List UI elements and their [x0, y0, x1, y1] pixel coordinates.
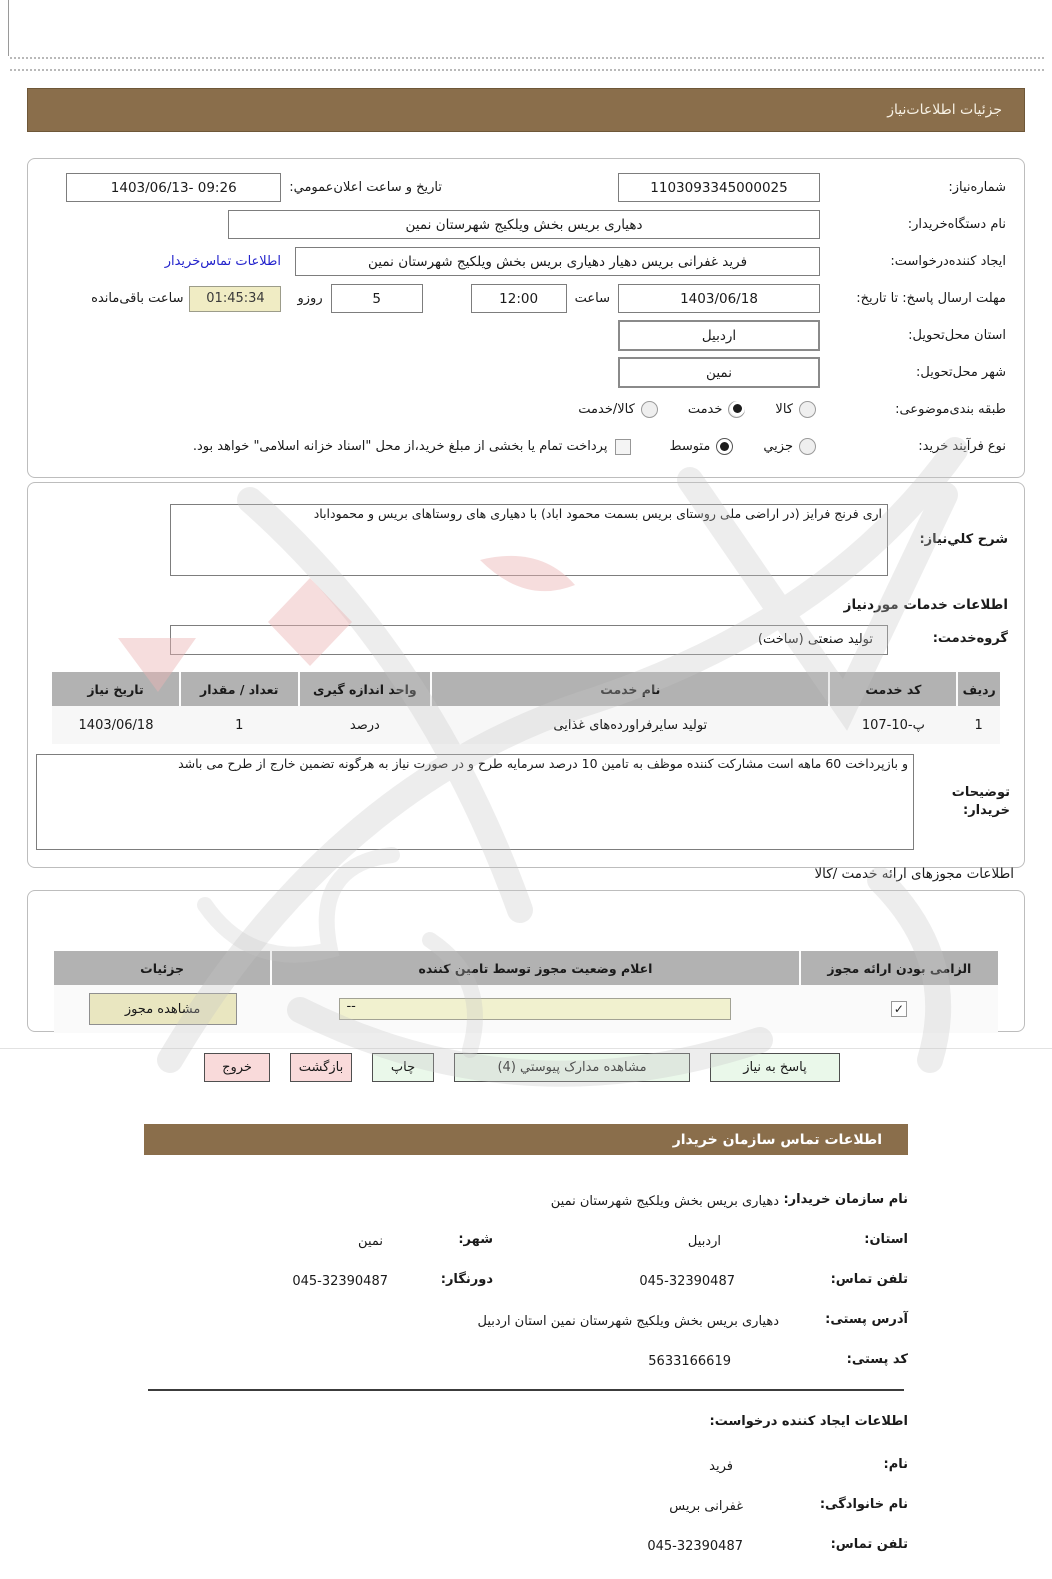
classification-label: طبقه بندی‌موضوعی: [895, 401, 1006, 417]
deadline-days-input[interactable]: 5 [331, 284, 423, 313]
radio-service-label: خدمت [687, 402, 723, 417]
creator-name-row [144, 1457, 908, 1481]
buyer-notes-textarea[interactable]: و بازپرداخت 60 ماهه است مشارکت کننده موظف به تامین 10 درصد سرمایه طرح و در صورت نیاز به هرگونه تضمین خارج از طرح می باشد [36, 754, 914, 850]
announce-datetime-input[interactable]: 1403/06/13- 09:26 [66, 173, 281, 202]
services-panel [27, 482, 1025, 868]
org-contact-block [144, 1192, 908, 1392]
page-title: جزئیات اطلاعات‌نیاز [887, 102, 1002, 118]
permit-status-header: اعلام وضعیت مجوز توسط تامین کننده [271, 951, 800, 985]
radio-goods[interactable] [799, 401, 816, 418]
view-attachments-button[interactable]: مشاهده مدارک پیوستي (4) [454, 1053, 690, 1082]
top-left-rule [8, 0, 9, 56]
need-number-input[interactable]: 1103093345000025 [618, 173, 820, 202]
delivery-city-row [36, 354, 1016, 391]
dotted-separator [10, 69, 1044, 71]
services-heading: اطلاعات خدمات موردنیاز [843, 597, 1008, 613]
check-icon: ✓ [893, 1002, 904, 1016]
permits-header-row [54, 951, 998, 985]
col-qty-header: تعداد / مقدار [180, 672, 299, 706]
treasury-payment-note: پرداخت تمام یا بخشی از مبلغ خرید،از محل "اسناد خزانه اسلامی" خواهد بود. [192, 439, 608, 454]
permit-details-cell [54, 985, 271, 1033]
permits-table [54, 951, 998, 1033]
creator-phone-label: تلفن تماس: [830, 1537, 908, 1552]
service-group-input[interactable]: تولید صنعتی (ساخت) [170, 625, 888, 655]
permit-status-input[interactable]: -- [339, 998, 731, 1020]
postal-code-label: کد پستی: [846, 1352, 908, 1367]
print-button[interactable]: چاپ [372, 1053, 434, 1082]
section-divider [148, 1389, 904, 1391]
buyer-notes-label: توضیحات خریدار: [951, 784, 1010, 818]
org-name-value: دهیاری بریس بخش ویلکیج شهرستان نمین [550, 1194, 779, 1209]
permit-required-cell [800, 985, 998, 1033]
deadline-row [36, 280, 1016, 317]
creator-family-label: نام خانوادگی: [819, 1497, 908, 1512]
col-code-header: کد خدمت [829, 672, 957, 706]
contact-phone-value: 045-32390487 [639, 1274, 735, 1289]
treasury-payment-checkbox[interactable] [615, 439, 631, 455]
process-type-row [36, 428, 1016, 465]
postal-address-value: دهیاری بریس بخش ویلکیج شهرستان نمین استان اردبیل [477, 1314, 779, 1329]
deadline-days-label: روزو [297, 291, 323, 306]
org-contact-title: اطلاعات تماس سازمان خریدار [672, 1131, 882, 1148]
service-row [52, 706, 1000, 744]
service-group-label: گروه‌خدمت: [932, 631, 1008, 647]
announce-label: تاریخ و ساعت اعلان‌عمومي: [289, 180, 442, 195]
service-qty: 1 [180, 706, 299, 744]
action-buttons [204, 1053, 840, 1082]
page-title-bar [27, 88, 1025, 132]
radio-medium[interactable] [716, 438, 733, 455]
buyer-contact-link[interactable]: اطلاعات تماس‌خریدار [164, 254, 281, 269]
general-info-panel [27, 158, 1025, 478]
creator-phone-row [144, 1537, 908, 1561]
postal-code-row [144, 1352, 908, 1376]
permit-details-header: جزئیات [54, 951, 271, 985]
process-type-label: نوع فرآیند خرید: [918, 438, 1006, 454]
city-value: نمین [358, 1234, 383, 1249]
col-date-header: تاریخ نیاز [52, 672, 180, 706]
org-name-row [144, 1192, 908, 1216]
delivery-city-label: شهر محل‌تحویل: [916, 364, 1006, 380]
request-creator-input[interactable]: فرید غفرانی بریس دهیار دهیاری بریس بخش ویلکیج شهرستان نمین [295, 247, 820, 276]
creator-phone-value: 045-32390487 [647, 1539, 743, 1554]
need-number-label: شماره‌نیاز: [948, 179, 1006, 195]
permit-required-header: الزامی بودن ارائه مجوز [800, 951, 998, 985]
service-row-index: 1 [957, 706, 1000, 744]
postal-address-row [144, 1312, 908, 1336]
radio-goods-service-label: کالا/خدمت [578, 402, 635, 417]
col-unit-header: واحد اندازه گیری [299, 672, 432, 706]
phone-fax-row [144, 1272, 908, 1296]
permit-required-checkbox[interactable] [891, 1001, 907, 1017]
service-need-date: 1403/06/18 [52, 706, 180, 744]
need-desc-label: شرح کلي‌نیاز: [919, 531, 1008, 547]
radio-minor-label: جزیي [763, 439, 793, 454]
permit-status-cell [271, 985, 800, 1033]
creator-name-label: نام: [883, 1457, 908, 1472]
buyer-org-row [36, 206, 1016, 243]
service-name: تولید سایرفراورده‌های غذایی [431, 706, 829, 744]
back-button[interactable]: بازگشت [290, 1053, 352, 1082]
permits-panel [27, 890, 1025, 1032]
creator-info-block [144, 1414, 908, 1577]
need-desc-row [36, 497, 1016, 583]
buyer-org-input[interactable]: دهیاری بریس بخش ویلکیج شهرستان نمین [228, 210, 820, 239]
fax-label: دورنگار: [440, 1272, 493, 1287]
exit-button[interactable]: خروج [204, 1053, 270, 1082]
services-table [52, 672, 1000, 744]
countdown-timer: 01:45:34 [189, 286, 281, 312]
services-header-row [52, 672, 1000, 706]
delivery-province-row [36, 317, 1016, 354]
org-name-label: نام سازمان خریدار: [783, 1192, 908, 1207]
deadline-time-input[interactable]: 12:00 [471, 284, 567, 313]
respond-to-need-button[interactable]: پاسخ به نیاز [710, 1053, 840, 1082]
delivery-province-label: استان محل‌تحویل: [908, 327, 1006, 343]
col-row-header: ردیف [957, 672, 1000, 706]
postal-address-label: آدرس پستی: [825, 1312, 908, 1327]
city-label: شهر: [458, 1232, 493, 1247]
delivery-province-input[interactable]: اردبیل [618, 320, 820, 351]
contact-phone-label: تلفن تماس: [830, 1272, 908, 1287]
creator-family-value: غفرانی بریس [669, 1499, 743, 1514]
fax-value: 045-32390487 [292, 1274, 388, 1289]
delivery-city-input[interactable]: نمین [618, 357, 820, 388]
classification-row [36, 391, 1016, 428]
creator-name-value: فرید [709, 1459, 733, 1474]
service-unit: درصد [299, 706, 432, 744]
org-contact-title-bar [144, 1124, 908, 1155]
radio-goods-service[interactable] [641, 401, 658, 418]
col-name-header: نام خدمت [431, 672, 829, 706]
remaining-hours-label: ساعت باقی‌مانده [91, 291, 184, 306]
request-creator-row [36, 243, 1016, 280]
deadline-label: مهلت ارسال پاسخ: تا تاریخ: [856, 290, 1006, 306]
deadline-date-input[interactable]: 1403/06/18 [618, 284, 820, 313]
buyer-notes-row [36, 752, 1016, 852]
request-creator-label: ایجاد کننده‌درخواست: [890, 253, 1006, 269]
service-group-row [36, 621, 1016, 658]
view-permit-button[interactable]: مشاهده مجوز [89, 993, 237, 1025]
creator-info-heading: اطلاعات ایجاد کننده درخواست: [709, 1414, 908, 1429]
radio-medium-label: متوسط [669, 439, 711, 454]
postal-code-value: 5633166619 [648, 1354, 731, 1369]
radio-service-dot [730, 401, 745, 416]
buyer-org-label: نام دستگاه‌خریدار: [907, 216, 1006, 232]
radio-service[interactable] [728, 401, 745, 418]
permits-heading: اطلاعات مجوزهای ارائه خدمت /کالا [814, 866, 1014, 882]
permit-row [54, 985, 998, 1033]
province-value: اردبیل [687, 1234, 721, 1249]
radio-minor[interactable] [799, 438, 816, 455]
need-number-row [36, 169, 1016, 206]
deadline-hour-label: ساعت [574, 291, 610, 306]
creator-family-row [144, 1497, 908, 1521]
province-city-row [144, 1232, 908, 1256]
dotted-separator [10, 57, 1044, 59]
province-label: استان: [864, 1232, 908, 1247]
need-desc-textarea[interactable]: اری فرنج فرایز (در اراضی ملی روستای بریس بسمت محمود اباد) با دهیاری های روستاهای بریس و محموداباد [170, 504, 888, 576]
actions-separator [0, 1048, 1052, 1049]
radio-goods-label: کالا [775, 402, 793, 417]
service-code: پ-10-107 [829, 706, 957, 744]
